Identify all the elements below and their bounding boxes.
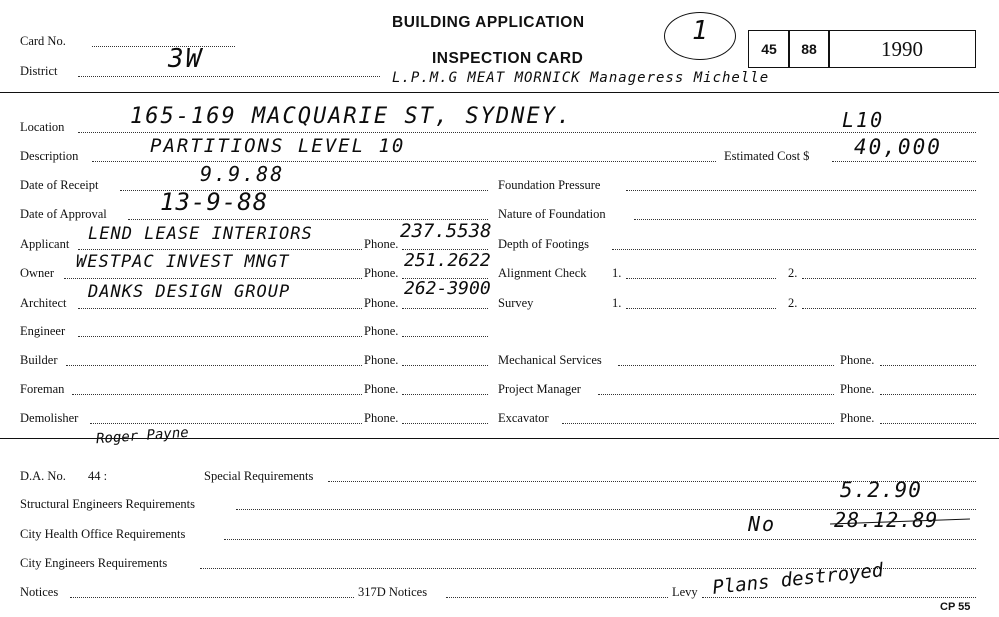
- foreman-label: Foreman: [20, 382, 65, 396]
- builder-line: [66, 365, 362, 366]
- card-no-line: [92, 46, 235, 47]
- notices-317d-line: [446, 597, 668, 598]
- foreman-line: [72, 394, 362, 395]
- location-label: Location: [20, 120, 65, 134]
- description-value: PARTITIONS LEVEL 10: [150, 135, 406, 157]
- project-manager-phone-line: [880, 394, 976, 395]
- description-line: [92, 161, 716, 162]
- nature-foundation-label: Nature of Foundation: [498, 207, 606, 221]
- foreman-phone-label: Phone.: [364, 382, 399, 396]
- excavator-line: [562, 423, 834, 424]
- demolisher-note: Roger Payne: [95, 424, 190, 448]
- nature-foundation-line: [634, 219, 976, 220]
- da-no-value: 44 :: [88, 469, 108, 483]
- estimated-cost-line: [832, 161, 976, 162]
- engineer-label: Engineer: [20, 324, 66, 338]
- description-label: Description: [20, 149, 79, 163]
- health-value: No: [748, 512, 777, 536]
- survey-num-1: 1.: [612, 296, 622, 310]
- health-line: [224, 539, 976, 540]
- handwritten-note: L.P.M.G MEAT MORNICK Manageress Michelle: [392, 70, 770, 86]
- card-box-year: 1990: [828, 30, 976, 68]
- engineer-line: [78, 336, 362, 337]
- levy-label: Levy: [672, 585, 698, 599]
- project-manager-line: [598, 394, 834, 395]
- date-approval-label: Date of Approval: [20, 207, 107, 221]
- form-code: CP 55: [940, 601, 971, 613]
- architect-phone-label: Phone.: [364, 296, 399, 310]
- survey-num-2: 2.: [788, 296, 798, 310]
- special-requirements-label: Special Requirements: [204, 469, 314, 483]
- foundation-pressure-label: Foundation Pressure: [498, 178, 601, 192]
- owner-value: WESTPAC INVEST MNGT: [76, 252, 290, 272]
- health-struck-value: 28.12.89: [834, 508, 939, 532]
- location-value: 165-169 MACQUARIE ST, SYDNEY.: [130, 104, 573, 129]
- estimated-cost-value: 40,000: [854, 135, 942, 159]
- owner-phone-label: Phone.: [364, 266, 399, 280]
- excavator-label: Excavator: [498, 411, 549, 425]
- levy-line: [702, 597, 976, 598]
- location-line: [78, 132, 976, 133]
- foreman-phone-line: [402, 394, 488, 395]
- mechanical-label: Mechanical Services: [498, 353, 602, 367]
- structural-value: 5.2.90: [840, 478, 922, 502]
- architect-value: DANKS DESIGN GROUP: [88, 282, 291, 302]
- depth-footings-label: Depth of Footings: [498, 237, 589, 251]
- title-inspection-card: INSPECTION CARD: [432, 50, 584, 67]
- architect-line: [78, 308, 362, 309]
- date-approval-value: 13-9-88: [160, 188, 269, 216]
- notices-line: [70, 597, 354, 598]
- demolisher-label: Demolisher: [20, 411, 79, 425]
- card-no-label: Card No.: [20, 34, 66, 48]
- mechanical-phone-line: [880, 365, 976, 366]
- location-level: L10: [842, 108, 885, 132]
- survey-line-1: [626, 308, 776, 309]
- alignment-check-num-2: 2.: [788, 266, 798, 280]
- alignment-check-num-1: 1.: [612, 266, 622, 280]
- builder-label: Builder: [20, 353, 58, 367]
- excavator-phone-label: Phone.: [840, 411, 875, 425]
- engineer-phone-line: [402, 336, 488, 337]
- depth-footings-line: [612, 249, 976, 250]
- owner-line: [64, 278, 362, 279]
- alignment-check-line-1: [626, 278, 776, 279]
- alignment-check-label: Alignment Check: [498, 266, 587, 280]
- requirements-divider: [0, 438, 999, 439]
- levy-value: Plans destroyed: [711, 559, 885, 599]
- builder-phone-label: Phone.: [364, 353, 399, 367]
- owner-label: Owner: [20, 266, 55, 280]
- project-manager-phone-label: Phone.: [840, 382, 875, 396]
- notices-label: Notices: [20, 585, 59, 599]
- alignment-check-line-2: [802, 278, 976, 279]
- applicant-phone-value: 237.5538: [400, 220, 492, 242]
- foundation-pressure-line: [626, 190, 976, 191]
- card-box-a: 45: [748, 30, 790, 68]
- date-receipt-label: Date of Receipt: [20, 178, 99, 192]
- owner-phone-value: 251.2622: [404, 250, 491, 271]
- demolisher-line: [90, 423, 362, 424]
- project-manager-label: Project Manager: [498, 382, 581, 396]
- district-value: 3W: [168, 44, 204, 74]
- notices-317d-label: 317D Notices: [358, 585, 428, 599]
- survey-label: Survey: [498, 296, 534, 310]
- district-label: District: [20, 64, 58, 78]
- mechanical-line: [618, 365, 834, 366]
- header-divider: [0, 92, 999, 93]
- architect-phone-line: [402, 308, 488, 309]
- engineer-phone-label: Phone.: [364, 324, 399, 338]
- applicant-line: [78, 249, 362, 250]
- applicant-value: LEND LEASE INTERIORS: [88, 224, 313, 244]
- demolisher-phone-label: Phone.: [364, 411, 399, 425]
- card-box-b: 88: [788, 30, 830, 68]
- survey-line-2: [802, 308, 976, 309]
- date-receipt-value: 9.9.88: [200, 162, 285, 186]
- title-building-application: BUILDING APPLICATION: [392, 14, 585, 31]
- applicant-phone-label: Phone.: [364, 237, 399, 251]
- architect-label: Architect: [20, 296, 67, 310]
- estimated-cost-label: Estimated Cost $: [724, 149, 810, 163]
- architect-phone-value: 262-3900: [404, 278, 491, 299]
- city-engineers-label: City Engineers Requirements: [20, 556, 168, 570]
- demolisher-phone-line: [402, 423, 488, 424]
- circled-number-value: 1: [692, 16, 708, 46]
- da-no-label: D.A. No.: [20, 469, 66, 483]
- health-label: City Health Office Requirements: [20, 527, 186, 541]
- excavator-phone-line: [880, 423, 976, 424]
- applicant-label: Applicant: [20, 237, 70, 251]
- structural-label: Structural Engineers Requirements: [20, 497, 195, 511]
- mechanical-phone-label: Phone.: [840, 353, 875, 367]
- district-line: [78, 76, 380, 77]
- builder-phone-line: [402, 365, 488, 366]
